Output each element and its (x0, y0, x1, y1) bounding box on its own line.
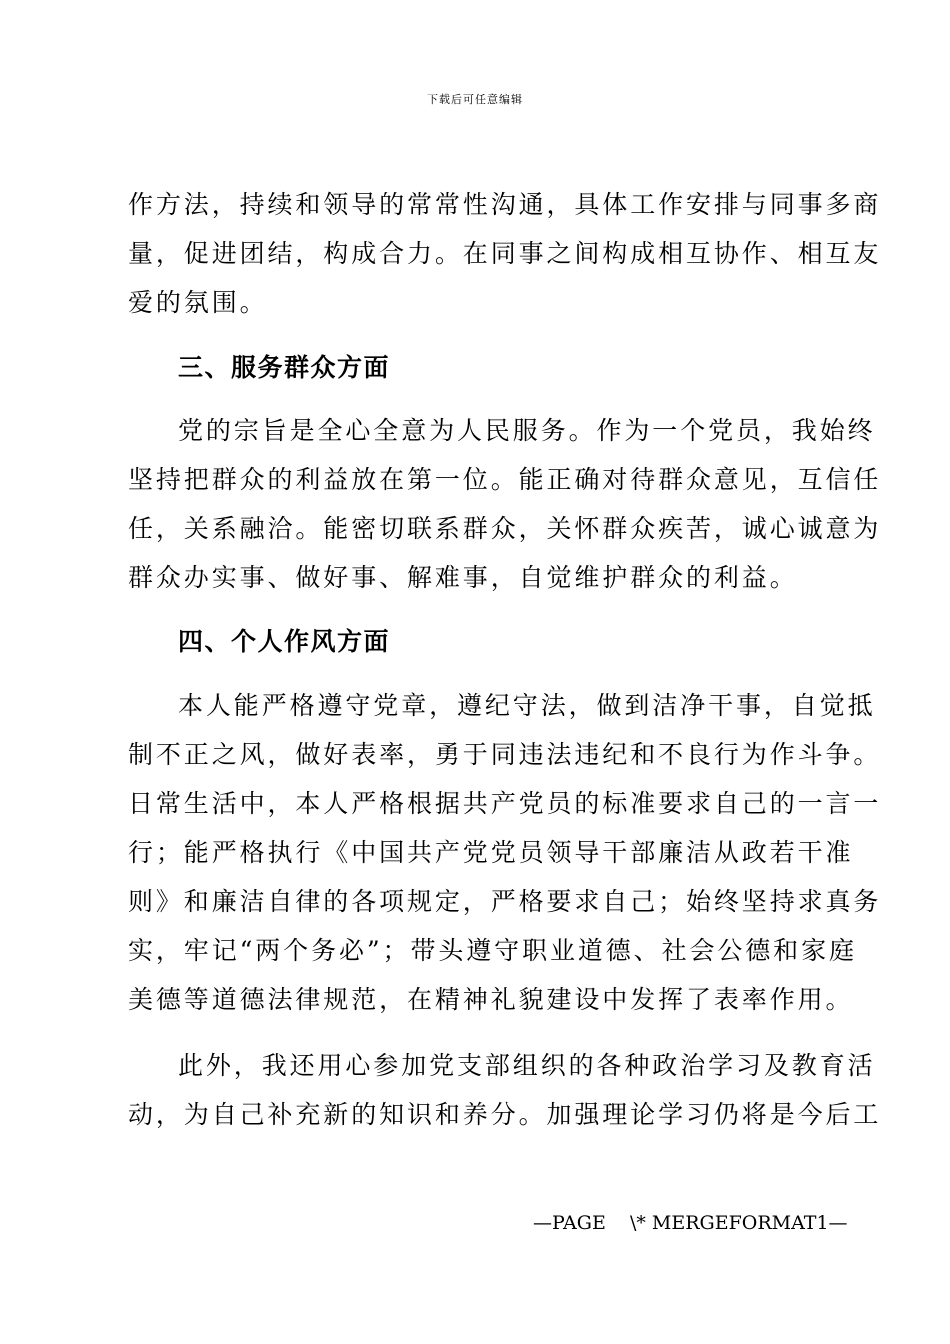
paragraph-line: 动，为自己补充新的知识和养分。加强理论学习仍将是今后工 (128, 1100, 882, 1129)
page-footer: —PAGE \* MERGEFORMAT1— (533, 1212, 848, 1234)
paragraph-line: 爱的氛围。 (128, 288, 268, 317)
paragraph-line: 日常生活中，本人严格根据共产党员的标准要求自己的一言一 (128, 789, 882, 818)
paragraph-line: 作方法，持续和领导的常常性沟通，具体工作安排与同事多商 (128, 190, 882, 219)
paragraph-line: 美德等道德法律规范，在精神礼貌建设中发挥了表率作用。 (128, 985, 854, 1014)
paragraph-line: 实，牢记“两个务必”；带头遵守职业道德、社会公德和家庭 (128, 936, 857, 965)
paragraph-line: 制不正之风，做好表率，勇于同违法违纪和不良行为作斗争。 (128, 740, 882, 769)
paragraph-line: 任，关系融洽。能密切联系群众，关怀群众疾苦，诚心诚意为 (128, 514, 882, 543)
paragraph-line: 则》和廉洁自律的各项规定，严格要求自己；始终坚持求真务 (128, 887, 882, 916)
paragraph-line: 量，促进团结，构成合力。在同事之间构成相互协作、相互友 (128, 239, 882, 268)
section-heading-service: 三、服务群众方面 (178, 353, 391, 382)
page-header: 下载后可任意编辑 (427, 93, 523, 106)
paragraph-line: 坚持把群众的利益放在第一位。能正确对待群众意见，互信任 (128, 465, 882, 494)
paragraph-line: 行；能严格执行《中国共产党党员领导干部廉洁从政若干准 (128, 838, 854, 867)
section-heading-style: 四、个人作风方面 (178, 627, 391, 656)
paragraph-line: 本人能严格遵守党章，遵纪守法，做到洁净干事，自觉抵 (178, 691, 876, 720)
paragraph-line: 群众办实事、做好事、解难事，自觉维护群众的利益。 (128, 563, 798, 592)
paragraph-line: 此外，我还用心参加党支部组织的各种政治学习及教育活 (178, 1051, 876, 1080)
paragraph-line: 党的宗旨是全心全意为人民服务。作为一个党员，我始终 (178, 416, 876, 445)
